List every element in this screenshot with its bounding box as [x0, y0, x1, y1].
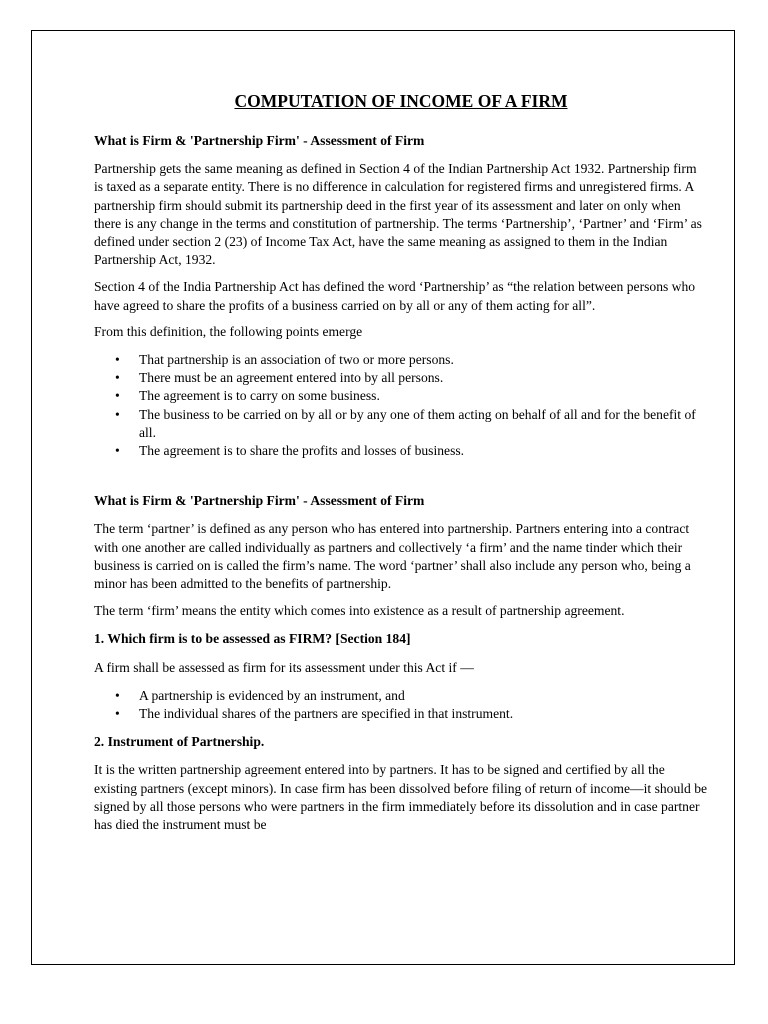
- section-4-heading: 2. Instrument of Partnership.: [94, 734, 265, 750]
- section-3-heading: 1. Which firm is to be assessed as FIRM? [Section 184]: [94, 631, 411, 647]
- bullet-item: • The agreement is to carry on some business.: [139, 387, 708, 405]
- section-2-heading: What is Firm & 'Partnership Firm' - Assessment of Firm: [94, 493, 425, 509]
- section-1-heading: What is Firm & 'Partnership Firm' - Assessment of Firm: [94, 133, 425, 148]
- section-1-paragraph-1: Partnership gets the same meaning as defined in Section 4 of the Indian Partnership Act 1932. Partnership firm is taxed as a separate entity. There is no difference in calculation for registered firms and unregistered firms. A partnership firm should submit its partnership deed in the first year of its assessment and later on only when there is any change in the terms and constitution of partnership. The terms ‘Partnership’, ‘Partner’ and ‘Firm’ as defined under section 2 (23) of Income Tax Act, have the same meaning as assigned to them in the Indian Partnership Act, 1932.: [94, 161, 702, 268]
- section-1-bullet-list: [94, 351, 708, 460]
- bullet-item: • The business to be carried on by all or by any one of them acting on behalf of all and for the benefit of all.: [139, 406, 708, 442]
- section-3-paragraph-1: A firm shall be assessed as firm for its assessment under this Act if —: [94, 659, 474, 675]
- bullet-item: • A partnership is evidenced by an instrument, and: [139, 687, 708, 705]
- document-title: COMPUTATION OF INCOME OF A FIRM: [234, 91, 568, 111]
- section-2-paragraph-2: The term ‘firm’ means the entity which comes into existence as a result of partnership agreement.: [94, 603, 625, 619]
- section-1-paragraph-3: From this definition, the following points emerge: [94, 323, 363, 339]
- bullet-item: • There must be an agreement entered into by all persons.: [139, 369, 708, 387]
- section-1-paragraph-2: Section 4 of the India Partnership Act has defined the word ‘Partnership’ as “the relation between persons who have agreed to share the profits of a business carried on by all or any of them acting for all”.: [94, 279, 696, 313]
- section-2-paragraph-1: The term ‘partner’ is defined as any person who has entered into partnership. Partners entering into a contract with one another are called individually as partners and collectively ‘a firm’ and the name tinder which their business is carried on is called the firm’s name. The word ‘partner’ shall also include any person who, being a minor has been admitted to the benefits of partnership.: [94, 521, 691, 592]
- section-3-bullet-list: [94, 687, 708, 723]
- document-body: [94, 31, 708, 834]
- bullet-item: • The individual shares of the partners are specified in that instrument.: [139, 705, 708, 723]
- bullet-item: • The agreement is to share the profits and losses of business.: [139, 442, 708, 460]
- page: [31, 30, 735, 965]
- bullet-item: • That partnership is an association of two or more persons.: [139, 351, 708, 369]
- section-4-paragraph-1: It is the written partnership agreement entered into by partners. It has to be signed and certified by all the existing partners (except minors). In case firm has been dissolved before filing of return of income—it should be signed by all those persons who were partners in the firm immediately before its dissolution and in case partner has died the instrument must be: [94, 762, 708, 833]
